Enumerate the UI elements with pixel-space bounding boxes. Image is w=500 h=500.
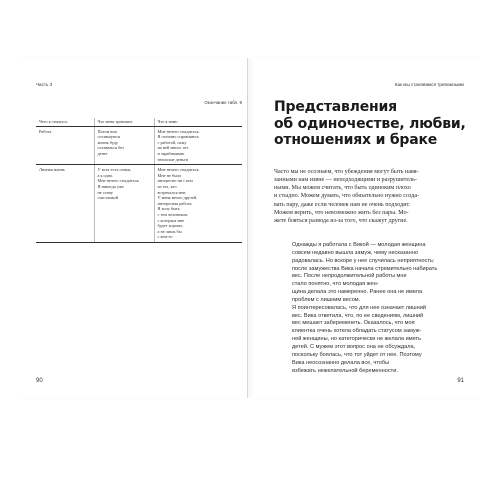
text-line: поскольку боялась, что тот уйдет от нее. Поэтому <box>292 351 422 358</box>
text-line: ными. Мы можем считать, что быть одиноким плохо <box>274 185 411 192</box>
table-cell <box>94 165 154 243</box>
case-story-paragraph <box>292 242 472 375</box>
cell-line: интересная работа. <box>157 200 193 206</box>
text-line: занными нам извне — неподходящими и разрушитель- <box>274 177 417 184</box>
cell-line: неплохие деньги <box>157 156 189 162</box>
cell-line: Я хочу быть <box>157 206 180 212</box>
text-line: Можем верить, что невозможно жить без пары. Мо- <box>274 209 409 216</box>
text-line: вать пару, даже если человек нам не очень подходит. <box>274 201 411 208</box>
text-line: жете бояться развода из-за того, что скажут другие. <box>274 217 408 224</box>
cell-line: Мне не было <box>157 172 182 178</box>
title-line: об одиночестве, любви, <box>274 115 466 132</box>
table-cell <box>154 126 242 165</box>
text-line: вес. После непродолжительной работы мне <box>292 273 407 280</box>
table-cell <box>154 165 242 243</box>
table-header-row <box>36 118 242 126</box>
table-header-cell: Чего я стыжусь <box>36 118 94 126</box>
text-line: Однажды я работала с Викой — молодая женщина <box>292 242 426 248</box>
section-title <box>274 99 466 149</box>
cell-line: и зарабатываю <box>157 150 185 156</box>
cell-line: с тем человеком, <box>157 211 189 217</box>
cell-line: оставшуюся <box>97 134 121 140</box>
text-line: ней женщины, но категорически не желала иметь <box>292 336 421 343</box>
cell-line: Мне нечего стыдиться. <box>97 178 140 184</box>
text-line: проблем с лишним весом. <box>292 296 361 303</box>
cell-line: а не лишь бы <box>157 228 182 234</box>
cell-line: денег <box>97 150 108 156</box>
cell-line: с которым мне <box>157 217 185 223</box>
cell-line: а я одна. <box>97 172 114 178</box>
text-line: детей. С мужем этот вопрос она не обсуждала, <box>292 343 416 350</box>
intro-paragraph <box>274 168 470 225</box>
cell-line: Личная жизнь <box>39 167 65 173</box>
running-head: Часть 3 <box>36 82 53 87</box>
cell-line: будет хорошо, <box>157 223 184 229</box>
text-line: Вика неосознанно делала все, чтобы <box>292 359 390 366</box>
table-row <box>36 126 242 165</box>
table-cell <box>36 165 94 243</box>
text-line: и стыдно. Можем думать, что обязательно нужно созда- <box>274 193 420 200</box>
text-line: вес. Вика ответила, что, по ее сведениям, лишний <box>292 312 424 319</box>
text-line: клиентка очень хотела обладать статусом замуж- <box>292 328 422 335</box>
title-line: Представления <box>274 99 397 115</box>
cell-line: Я никогда уже <box>97 183 124 189</box>
cell-line: на ней много лет <box>157 145 189 151</box>
text-line: вес мешает забеременеть. Оказалось, что моя <box>292 320 415 327</box>
table-row <box>36 165 242 243</box>
table-cell <box>94 126 154 165</box>
running-head: Как мы становимся тревожными <box>394 82 464 87</box>
cell-line: с кем-то <box>157 234 173 240</box>
page-number: 91 <box>457 378 464 384</box>
cell-line: Мне нечего стыдиться. <box>157 128 200 134</box>
table-cell <box>36 126 94 165</box>
cell-line: жизнь буду <box>97 139 119 145</box>
cell-line: не стану <box>97 189 113 195</box>
right-page <box>252 58 480 398</box>
left-page <box>20 58 248 398</box>
cell-line: У меня много друзей, <box>157 195 198 201</box>
cell-line: встречался мне. <box>157 189 187 195</box>
cell-line: Я отлично справляюсь <box>157 134 199 140</box>
cell-line: У всех есть семья, <box>97 167 132 173</box>
cell-line: интересно ни с кем <box>157 178 193 184</box>
text-line: стало понятно, что молодая жен- <box>292 281 379 288</box>
text-line: Я поинтересовалась, что для нее означает лишний <box>292 304 426 311</box>
title-line: отношениях и браке <box>274 132 438 148</box>
text-line: после замужества Вика начала стремительно набирать <box>292 265 438 272</box>
text-line: Часто мы не осознаем, что убеждения могут быть навя- <box>274 169 419 175</box>
text-line: радовалась. Но вскоре у нее случилась неприятность: <box>292 257 435 264</box>
cell-line: из тех, кто <box>157 183 177 189</box>
table-header-cell: Что я знаю <box>154 118 242 126</box>
page-number: 90 <box>36 378 43 384</box>
text-line: избежать нежелательной беременности. <box>292 367 398 374</box>
beliefs-table <box>36 118 242 243</box>
cell-line: оставаться без <box>97 145 124 151</box>
table-header-cell: Что меня тревожит <box>94 118 154 126</box>
cell-line: счастливой <box>97 195 118 201</box>
cell-line: Мне нечего стыдиться. <box>157 167 200 173</box>
cell-line: с работой, сижу <box>157 139 187 145</box>
text-line: щина делала это намеренно. Ранее она не имела <box>292 289 423 296</box>
cell-line: Работа <box>39 128 52 134</box>
cell-line: Потом всю <box>97 128 118 134</box>
table-caption: Окончание табл. 9 <box>204 100 242 105</box>
text-line: совсем недавно вышла замуж, чему несказанно <box>292 249 418 256</box>
